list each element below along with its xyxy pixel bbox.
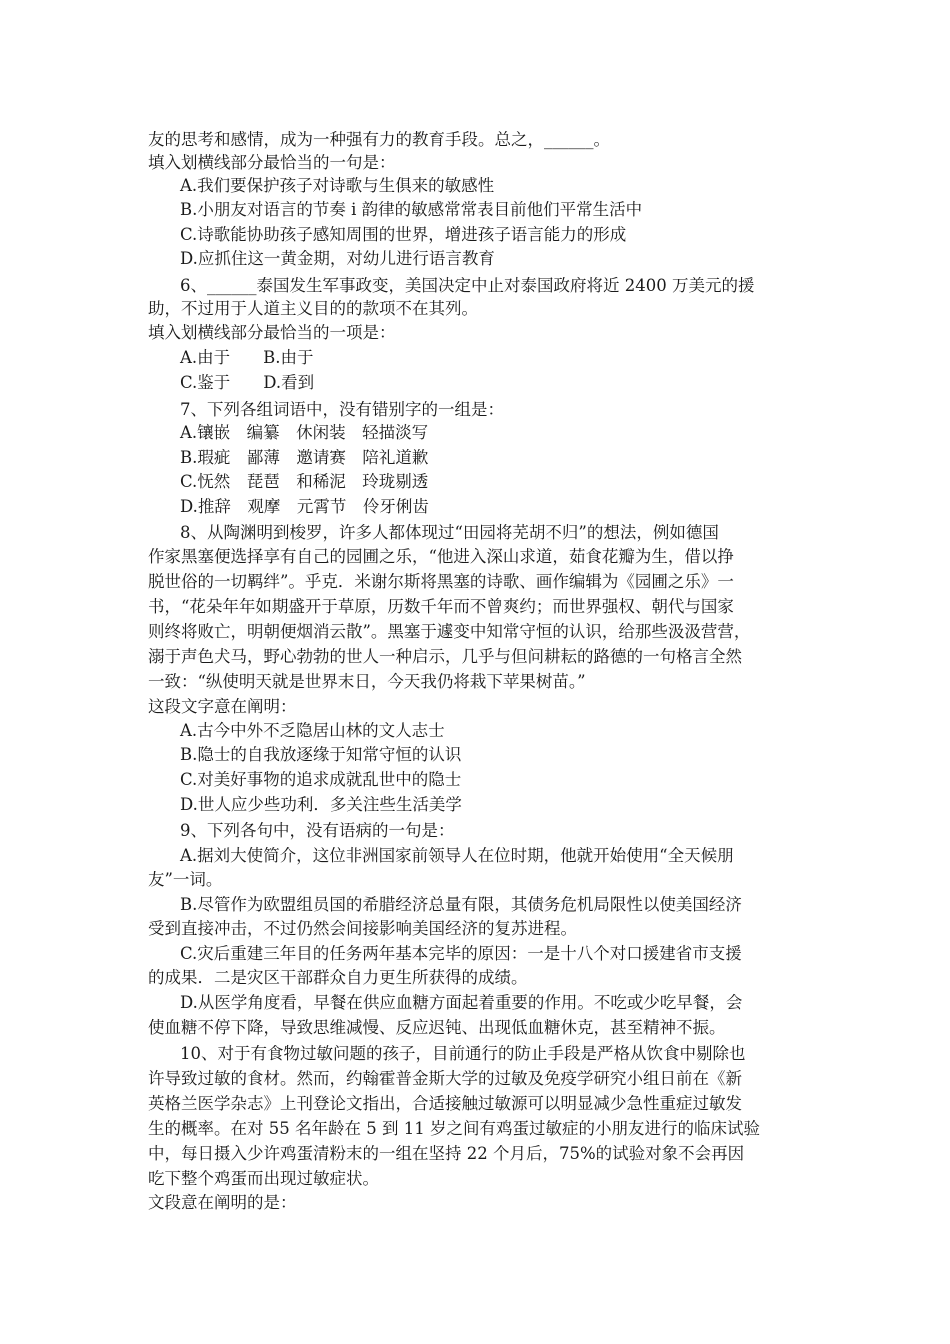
question-prompt: 填入划横线部分最恰当的一句是： <box>148 153 396 172</box>
option-c: C.怃然 琵琶 和稀泥 玲珑剔透 <box>180 472 429 491</box>
option-d: D.从医学角度看，早餐在供应血糖方面起着重要的作用。不吃或少吃早餐，会 <box>180 993 743 1012</box>
options-cd: C.鉴于 D.看到 <box>180 373 315 392</box>
text-line: 许导致过敏的食材。然而，约翰霍普金斯大学的过敏及免疫学研究小组日前在《新 <box>148 1069 742 1088</box>
text-line: 作家黑塞便选择享有自己的园圃之乐，“他进入深山求道，茹食花瓣为生，借以挣 <box>148 547 734 566</box>
option-a: A.据刘大使简介，这位非洲国家前领导人在位时期，他就开始使用“全天候朋 <box>180 846 734 865</box>
text-line: 一致：“纵使明天就是世界末日，今天我仍将栽下苹果树苗。” <box>148 672 586 691</box>
option-b: B.隐士的自我放逐缘于知常守恒的认识 <box>180 745 462 764</box>
text-line: 脱世俗的一切羁绊”。乎克．米谢尔斯将黑塞的诗歌、画作编辑为《园圃之乐》一 <box>148 572 734 591</box>
text-line: 使血糖不停下降，导致思维减慢、反应迟钝、出现低血糖休克，甚至精神不振。 <box>148 1018 726 1037</box>
text-line: 生的概率。在对 55 名年龄在 5 到 11 岁之间有鸡蛋过敏症的小朋友进行的临床试验 <box>148 1119 760 1138</box>
text-line: 溺于声色犬马，野心勃勃的世人一种启示，几乎与但问耕耘的路德的一句格言全然 <box>148 647 742 666</box>
option-c: C.对美好事物的追求成就乱世中的隐士 <box>180 770 462 789</box>
question-prompt: 文段意在阐明的是： <box>148 1193 297 1212</box>
option-d: D.世人应少些功利．多关注些生活美学 <box>180 795 462 814</box>
question-7: 7、下列各组词语中，没有错别字的一组是： <box>180 400 504 419</box>
question-9: 9、下列各句中，没有语病的一句是： <box>180 821 455 840</box>
option-b: B.尽管作为欧盟组员国的希腊经济总量有限，其债务危机局限性以使美国经济 <box>180 895 742 914</box>
text-line: 受到直接冲击，不过仍然会间接影响美国经济的复苏进程。 <box>148 919 577 938</box>
options-ab: A.由于 B.由于 <box>180 348 314 367</box>
question-prompt: 这段文字意在阐明： <box>148 697 297 716</box>
option-a: A.镶嵌 编纂 休闲装 轻描淡写 <box>180 423 429 442</box>
question-10: 10、对于有食物过敏问题的孩子，目前通行的防止手段是严格从饮食中剔除也 <box>180 1044 746 1063</box>
question-prompt: 填入划横线部分最恰当的一项是： <box>148 323 396 342</box>
text-line: 的成果．二是灾区干部群众自力更生所获得的成绩。 <box>148 968 528 987</box>
text-line: 英格兰医学杂志》上刊登论文指出，合适接触过敏源可以明显减少急性重症过敏发 <box>148 1094 742 1113</box>
option-b: B.瑕疵 鄙薄 邀请赛 陪礼道歉 <box>180 448 429 467</box>
text-line: 友的思考和感情，成为一种强有力的教育手段。总之，______。 <box>148 130 610 149</box>
text-line: 则终将败亡，明朝便烟消云散”。黑塞于遽变中知常守恒的认识，给那些汲汲营营， <box>148 622 751 641</box>
option-a: A.我们要保护孩子对诗歌与生俱来的敏感性 <box>180 176 495 195</box>
option-b: B.小朋友对语言的节奏 i 韵律的敏感常常表目前他们平常生活中 <box>180 200 643 219</box>
text-line: 助，不过用于人道主义目的的款项不在其列。 <box>148 299 478 318</box>
question-6: 6、______泰国发生军事政变，美国决定中止对泰国政府将近 2400 万美元的援 <box>180 276 755 295</box>
text-line: 书，“花朵年年如期盛开于草原，历数千年而不曾爽约；而世界强权、朝代与国家 <box>148 597 734 616</box>
option-c: C.诗歌能协助孩子感知周围的世界，增进孩子语言能力的形成 <box>180 225 627 244</box>
question-8: 8、从陶渊明到梭罗，许多人都体现过“田园将芜胡不归”的想法，例如德国 <box>180 523 719 542</box>
option-a: A.古今中外不乏隐居山林的文人志士 <box>180 721 445 740</box>
text-line: 吃下整个鸡蛋而出现过敏症状。 <box>148 1169 379 1188</box>
text-line: 友”一词。 <box>148 870 223 889</box>
option-c: C.灾后重建三年目的任务两年基本完毕的原因：一是十八个对口援建省市支援 <box>180 944 742 963</box>
text-line: 中，每日摄入少许鸡蛋清粉末的一组在坚持 22 个月后，75%的试验对象不会再因 <box>148 1144 745 1163</box>
option-d: D.应抓住这一黄金期，对幼儿进行语言教育 <box>180 249 495 268</box>
option-d: D.推辞 观摩 元霄节 伶牙俐齿 <box>180 497 429 516</box>
